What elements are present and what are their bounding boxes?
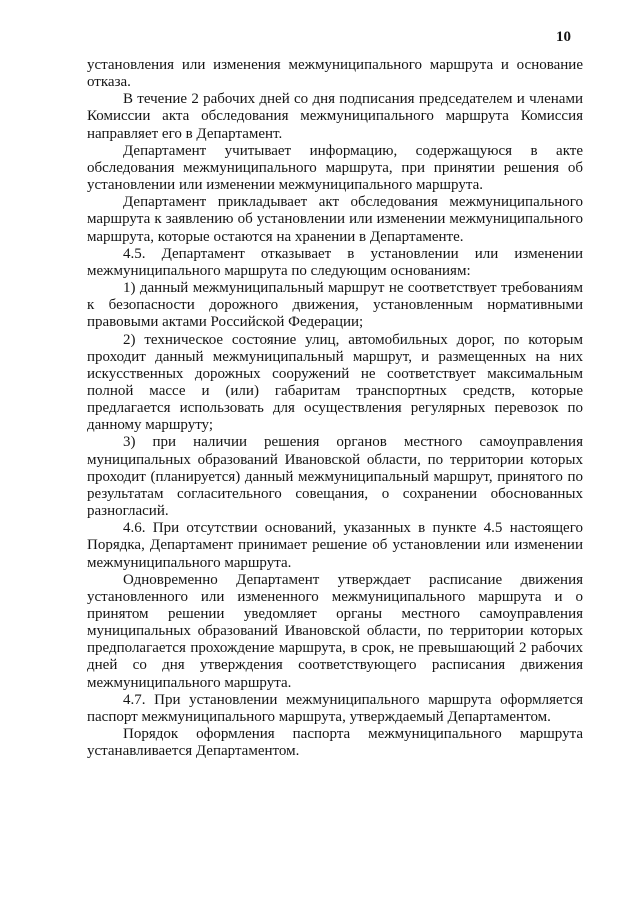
paragraph: Департамент прикладывает акт обследования межмуниципального маршрута к заявлению об установлении или изменении межмуниципального маршрута, которые остаются на хранении в Департаменте.: [87, 194, 583, 245]
paragraph: В течение 2 рабочих дней со дня подписания председателем и членами Комиссии акта обследования межмуниципального маршрута Комиссия направляет его в Департамент.: [87, 91, 583, 142]
paragraph-continuation: установления или изменения межмуниципального маршрута и основание отказа.: [87, 57, 583, 91]
paragraph-item-2: 2) техническое состояние улиц, автомобильных дорог, по которым проходит данный межмуниципальный маршрут, и размещенных на них искусственных дорожных сооружений не соответствует максимальным полной массе и (или) габаритам транспортных средств, которые предлагается использовать для осуществления регулярных перевозок по данному маршруту;: [87, 331, 583, 434]
paragraph-clause-4-5: 4.5. Департамент отказывает в установлении или изменении межмуниципального маршрута по следующим основаниям:: [87, 245, 583, 279]
paragraph-item-1: 1) данный межмуниципальный маршрут не соответствует требованиям к безопасности дорожного движения, установленным нормативными правовыми актами Российской Федерации;: [87, 280, 583, 331]
paragraph-clause-4-7: 4.7. При установлении межмуниципального маршрута оформляется паспорт межмуниципального маршрута, утверждаемый Департаментом.: [87, 691, 583, 725]
paragraph: Порядок оформления паспорта межмуниципального маршрута устанавливается Департаментом.: [87, 726, 583, 760]
paragraph-item-3: 3) при наличии решения органов местного самоуправления муниципальных образований Ивановской области, по территории которых проходит (планируется) данный межмуниципальный маршрут, принятого по результатам согласительного совещания, о сохранении обоснованных разногласий.: [87, 434, 583, 520]
document-body: [87, 57, 583, 760]
page-number: 10: [556, 29, 571, 45]
paragraph: Департамент учитывает информацию, содержащуюся в акте обследования межмуниципального маршрута, при принятии решения об установлении или изменении межмуниципального маршрута.: [87, 142, 583, 194]
paragraph: Одновременно Департамент утверждает расписание движения установленного или измененного межмуниципального маршрута и о принятом решении уведомляет органы местного самоуправления муниципальных образований Ивановской области, по территории которых предполагается прохождение маршрута, в срок, не превышающий 2 рабочих дней со дня утверждения соответствующего расписания движения межмуниципального маршрута.: [87, 571, 583, 691]
paragraph-clause-4-6: 4.6. При отсутствии оснований, указанных в пункте 4.5 настоящего Порядка, Департамент принимает решение об установлении или изменении межмуниципального маршрута.: [87, 520, 583, 571]
